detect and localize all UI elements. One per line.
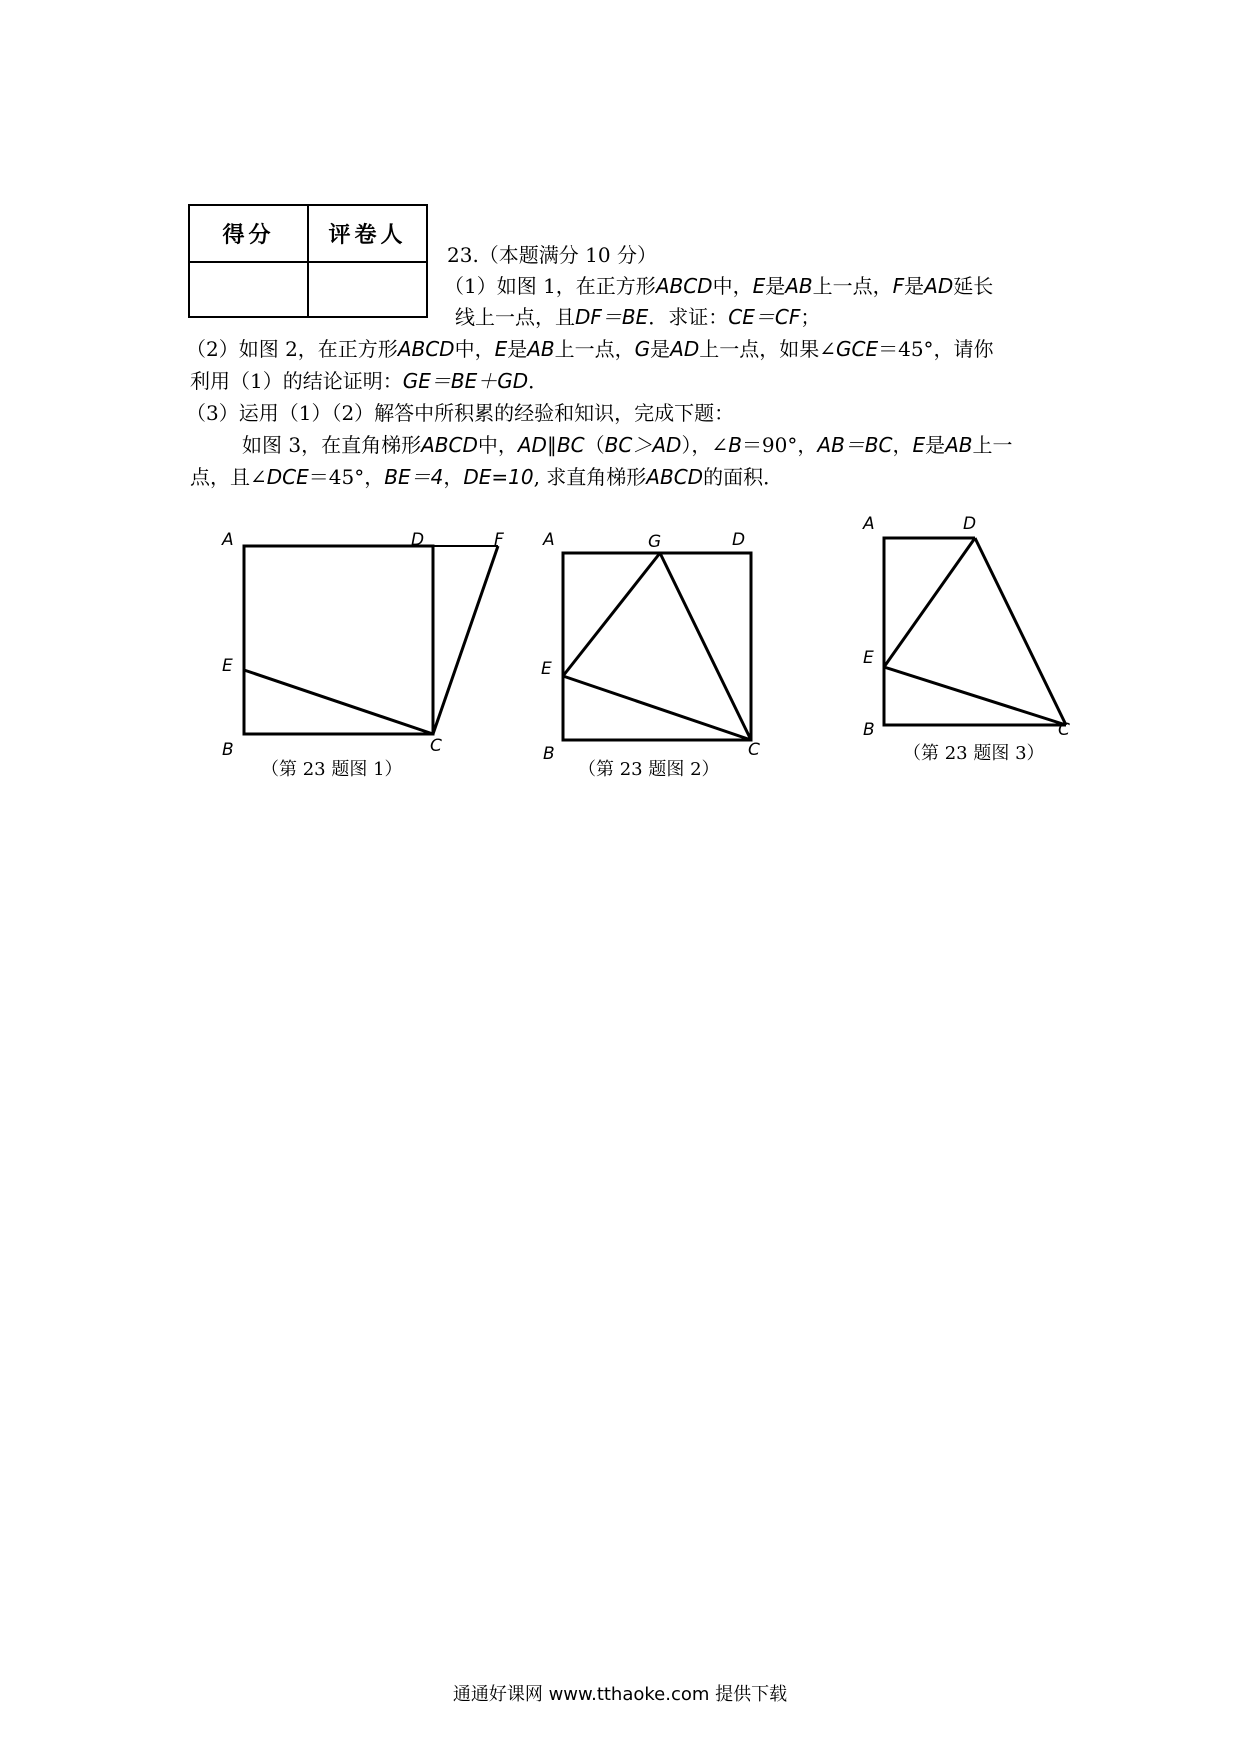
fig1-label-b: B xyxy=(222,740,234,760)
geometry-figures xyxy=(0,0,1240,800)
part1-line2: 线上一点，且DF＝BE．求证：CE＝CF； xyxy=(455,305,821,329)
part2-line2: 利用（1）的结论证明：GE＝BE＋GD． xyxy=(190,369,549,393)
fig2-label-e: E xyxy=(541,659,552,679)
fig1-label-e: E xyxy=(222,656,233,676)
part3-line1: （3）运用（1）（2）解答中所积累的经验和知识，完成下题： xyxy=(186,401,735,425)
fig2-label-d: D xyxy=(732,530,746,550)
fig3-label-d: D xyxy=(963,514,977,534)
part3-line3: 点，且∠DCE＝45°，BE＝4，DE=10, 求直角梯形ABCD的面积． xyxy=(190,465,784,489)
fig3-label-e: E xyxy=(863,648,874,668)
part2-line1: （2）如图 2，在正方形ABCD中，E是AB上一点，G是AD上一点，如果∠GCE＝45°，请你 xyxy=(186,337,994,361)
figure-2 xyxy=(563,553,751,740)
fig3-segment-dc xyxy=(975,538,1066,725)
fig3-caption: （第 23 题图 3） xyxy=(903,743,1045,764)
fig2-label-c: C xyxy=(748,740,760,760)
fig2-square xyxy=(563,553,751,740)
fig3-segment-ed xyxy=(884,538,975,667)
part3-line2: 如图 3，在直角梯形ABCD中，AD∥BC（BC＞AD），∠B＝90°，AB＝BC，E是AB上一 xyxy=(242,433,1013,457)
fig1-label-a: A xyxy=(222,530,234,550)
fig1-label-d: D xyxy=(411,530,425,550)
fig1-segment-ec xyxy=(244,670,433,734)
figure-3 xyxy=(884,538,1066,725)
fig1-label-c: C xyxy=(430,736,442,756)
fig1-square xyxy=(244,546,433,734)
footer-watermark: 通通好课网 www.tthaoke.com 提供下载 xyxy=(452,1684,788,1705)
fig3-segment-ec xyxy=(884,667,1066,725)
fig2-label-a: A xyxy=(543,530,555,550)
fig1-segment-fc xyxy=(433,546,498,734)
grader-header: 评卷人 xyxy=(308,205,427,262)
fig2-label-b: B xyxy=(543,744,555,764)
fig3-label-b: B xyxy=(863,720,875,740)
fig2-segment-eg xyxy=(563,553,660,676)
fig2-label-g: G xyxy=(648,532,662,552)
fig1-caption: （第 23 题图 1） xyxy=(261,759,403,780)
fig2-segment-gc xyxy=(660,553,751,740)
score-header: 得分 xyxy=(189,205,308,262)
fig2-segment-ec xyxy=(563,676,751,740)
fig2-caption: （第 23 题图 2） xyxy=(578,759,720,780)
part1-line1: （1）如图 1，在正方形ABCD中，E是AB上一点，F是AD延长 xyxy=(444,274,994,298)
fig3-label-c: C xyxy=(1058,720,1070,740)
figure-1 xyxy=(244,546,498,734)
fig3-label-a: A xyxy=(863,514,875,534)
fig1-label-f: F xyxy=(494,530,504,550)
problem-number: 23.（本题满分 10 分） xyxy=(447,243,657,267)
